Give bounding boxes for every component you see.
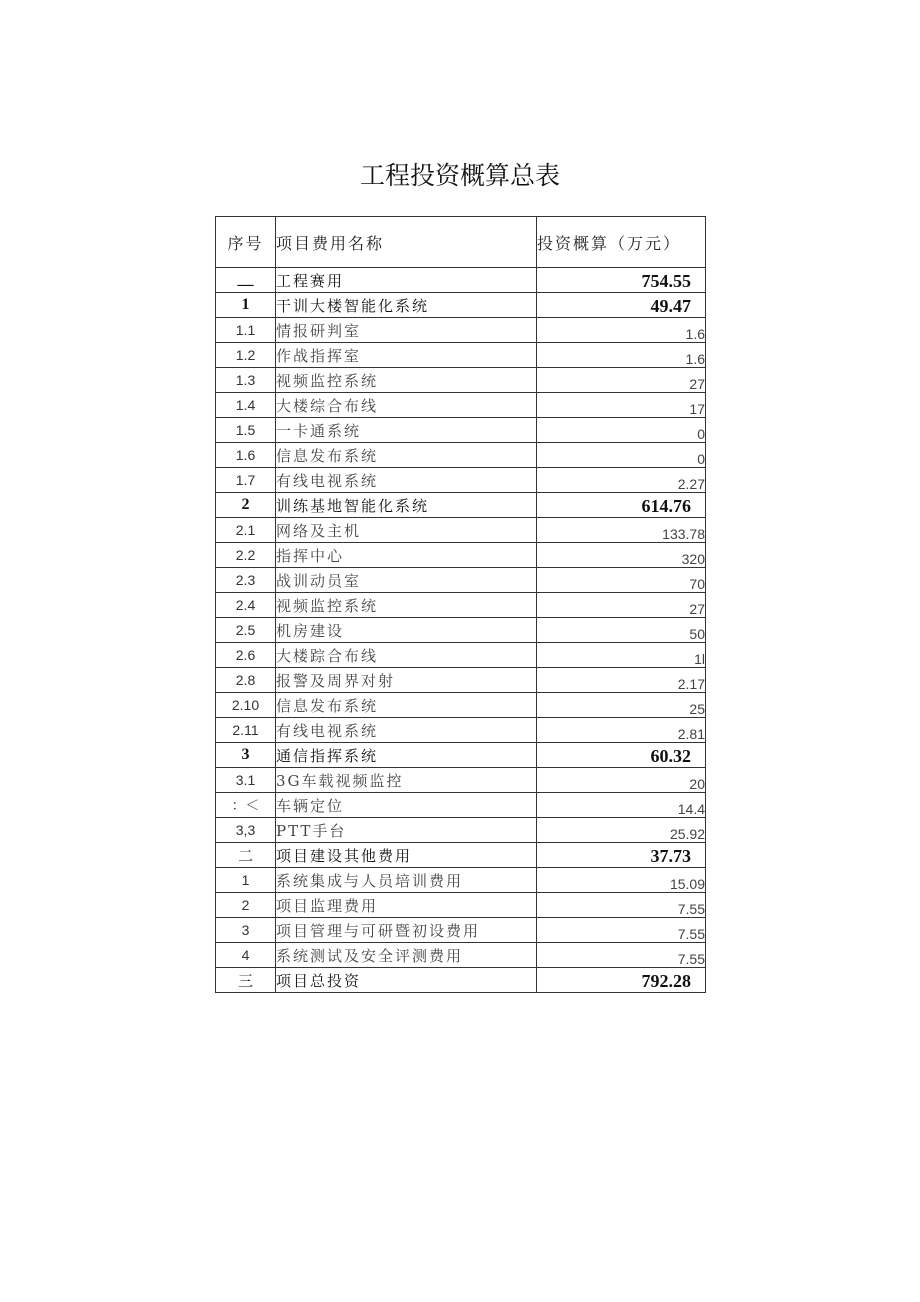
table-row xyxy=(216,893,706,918)
table-row xyxy=(216,318,706,343)
row-serial-number: ：＜ xyxy=(216,793,276,818)
row-item-name: 干训大楼智能化系统 xyxy=(276,293,537,318)
row-item-name: 有线电视系统 xyxy=(276,468,537,493)
row-serial-number: __ xyxy=(216,268,276,293)
row-serial-number: 1.7 xyxy=(216,468,276,493)
header-serial-number: 序号 xyxy=(216,217,276,268)
row-investment-amount: 27 xyxy=(537,368,706,393)
row-serial-number: 4 xyxy=(216,943,276,968)
row-serial-number: 1.2 xyxy=(216,343,276,368)
table-row xyxy=(216,943,706,968)
row-item-name: 报警及周界对射 xyxy=(276,668,537,693)
row-item-name: 一卡通系统 xyxy=(276,418,537,443)
table-row xyxy=(216,418,706,443)
row-item-name: 情报研判室 xyxy=(276,318,537,343)
row-item-name: 网络及主机 xyxy=(276,518,537,543)
row-serial-number: 2.11 xyxy=(216,718,276,743)
table-body xyxy=(216,268,706,993)
row-investment-amount: 1l xyxy=(537,643,706,668)
table-row xyxy=(216,768,706,793)
row-item-name: 项目监理费用 xyxy=(276,893,537,918)
row-serial-number: 2.6 xyxy=(216,643,276,668)
row-investment-amount: 792.28 xyxy=(537,968,706,993)
table-row xyxy=(216,718,706,743)
table-row xyxy=(216,443,706,468)
row-investment-amount: 0 xyxy=(537,418,706,443)
row-serial-number: 2.5 xyxy=(216,618,276,643)
row-item-name: 信息发布系统 xyxy=(276,443,537,468)
investment-estimate-table xyxy=(215,216,706,993)
table-row xyxy=(216,918,706,943)
row-serial-number: 3.1 xyxy=(216,768,276,793)
row-item-name: 3G车载视频监控 xyxy=(276,768,537,793)
row-item-name: 车辆定位 xyxy=(276,793,537,818)
row-investment-amount: 2.27 xyxy=(537,468,706,493)
row-item-name: 大楼踪合布线 xyxy=(276,643,537,668)
row-investment-amount: 70 xyxy=(537,568,706,593)
row-investment-amount: 49.47 xyxy=(537,293,706,318)
row-item-name: 指挥中心 xyxy=(276,543,537,568)
row-serial-number: 1.4 xyxy=(216,393,276,418)
row-investment-amount: 2.81 xyxy=(537,718,706,743)
row-investment-amount: 27 xyxy=(537,593,706,618)
row-investment-amount: 1.6 xyxy=(537,318,706,343)
row-item-name: 项目建设其他费用 xyxy=(276,843,537,868)
row-serial-number: 1.1 xyxy=(216,318,276,343)
header-investment-amount: 投资概算（万元） xyxy=(537,217,706,268)
table-row xyxy=(216,818,706,843)
row-serial-number: 2 xyxy=(216,893,276,918)
table-row xyxy=(216,693,706,718)
table-row xyxy=(216,468,706,493)
table-row xyxy=(216,543,706,568)
table-row xyxy=(216,268,706,293)
table-row xyxy=(216,643,706,668)
row-serial-number: 3,3 xyxy=(216,818,276,843)
row-serial-number: 3 xyxy=(216,918,276,943)
row-investment-amount: 133.78 xyxy=(537,518,706,543)
row-serial-number: 2.1 xyxy=(216,518,276,543)
row-investment-amount: 50 xyxy=(537,618,706,643)
table-row xyxy=(216,568,706,593)
row-investment-amount: 0 xyxy=(537,443,706,468)
table-row xyxy=(216,743,706,768)
row-investment-amount: 14.4 xyxy=(537,793,706,818)
table-row xyxy=(216,668,706,693)
table-row xyxy=(216,868,706,893)
row-serial-number: 2.10 xyxy=(216,693,276,718)
row-item-name: 系统集成与人员培训费用 xyxy=(276,868,537,893)
table-row xyxy=(216,368,706,393)
row-item-name: 项目管理与可研暨初设费用 xyxy=(276,918,537,943)
row-investment-amount: 7.55 xyxy=(537,893,706,918)
row-investment-amount: 7.55 xyxy=(537,943,706,968)
header-item-name: 项目费用名称 xyxy=(276,217,537,268)
table-row xyxy=(216,393,706,418)
row-serial-number: 3 xyxy=(216,743,276,768)
row-investment-amount: 614.76 xyxy=(537,493,706,518)
table-header-row xyxy=(216,217,706,268)
page-title: 工程投资概算总表 xyxy=(359,161,560,190)
row-investment-amount: 1.6 xyxy=(537,343,706,368)
row-item-name: 大楼综合布线 xyxy=(276,393,537,418)
row-investment-amount: 20 xyxy=(537,768,706,793)
row-serial-number: 1.6 xyxy=(216,443,276,468)
row-item-name: 有线电视系统 xyxy=(276,718,537,743)
row-item-name: 通信指挥系统 xyxy=(276,743,537,768)
table-row xyxy=(216,968,706,993)
row-item-name: 作战指挥室 xyxy=(276,343,537,368)
row-serial-number: 2.4 xyxy=(216,593,276,618)
row-investment-amount: 320 xyxy=(537,543,706,568)
table-row xyxy=(216,493,706,518)
table-row xyxy=(216,518,706,543)
row-item-name: 项目总投资 xyxy=(276,968,537,993)
table-row xyxy=(216,293,706,318)
row-serial-number: 1.3 xyxy=(216,368,276,393)
row-serial-number: 2.2 xyxy=(216,543,276,568)
row-serial-number: 二 xyxy=(216,843,276,868)
row-item-name: 机房建设 xyxy=(276,618,537,643)
table-row xyxy=(216,843,706,868)
table-row xyxy=(216,343,706,368)
row-investment-amount: 37.73 xyxy=(537,843,706,868)
row-investment-amount: 15.09 xyxy=(537,868,706,893)
row-serial-number: 2.3 xyxy=(216,568,276,593)
row-investment-amount: 25 xyxy=(537,693,706,718)
row-serial-number: 1 xyxy=(216,293,276,318)
row-item-name: PTT手台 xyxy=(276,818,537,843)
row-investment-amount: 7.55 xyxy=(537,918,706,943)
row-item-name: 工程赛用 xyxy=(276,268,537,293)
row-serial-number: 三 xyxy=(216,968,276,993)
row-investment-amount: 17 xyxy=(537,393,706,418)
row-investment-amount: 2.17 xyxy=(537,668,706,693)
row-serial-number: 2.8 xyxy=(216,668,276,693)
row-investment-amount: 754.55 xyxy=(537,268,706,293)
row-investment-amount: 25.92 xyxy=(537,818,706,843)
row-serial-number: 1 xyxy=(216,868,276,893)
row-serial-number: 1.5 xyxy=(216,418,276,443)
table-row xyxy=(216,793,706,818)
row-item-name: 信息发布系统 xyxy=(276,693,537,718)
table-row xyxy=(216,618,706,643)
row-item-name: 系统测试及安全评测费用 xyxy=(276,943,537,968)
row-serial-number: 2 xyxy=(216,493,276,518)
row-item-name: 训练基地智能化系统 xyxy=(276,493,537,518)
row-item-name: 视频监控系统 xyxy=(276,593,537,618)
row-item-name: 视频监控系统 xyxy=(276,368,537,393)
row-investment-amount: 60.32 xyxy=(537,743,706,768)
table-row xyxy=(216,593,706,618)
row-item-name: 战训动员室 xyxy=(276,568,537,593)
